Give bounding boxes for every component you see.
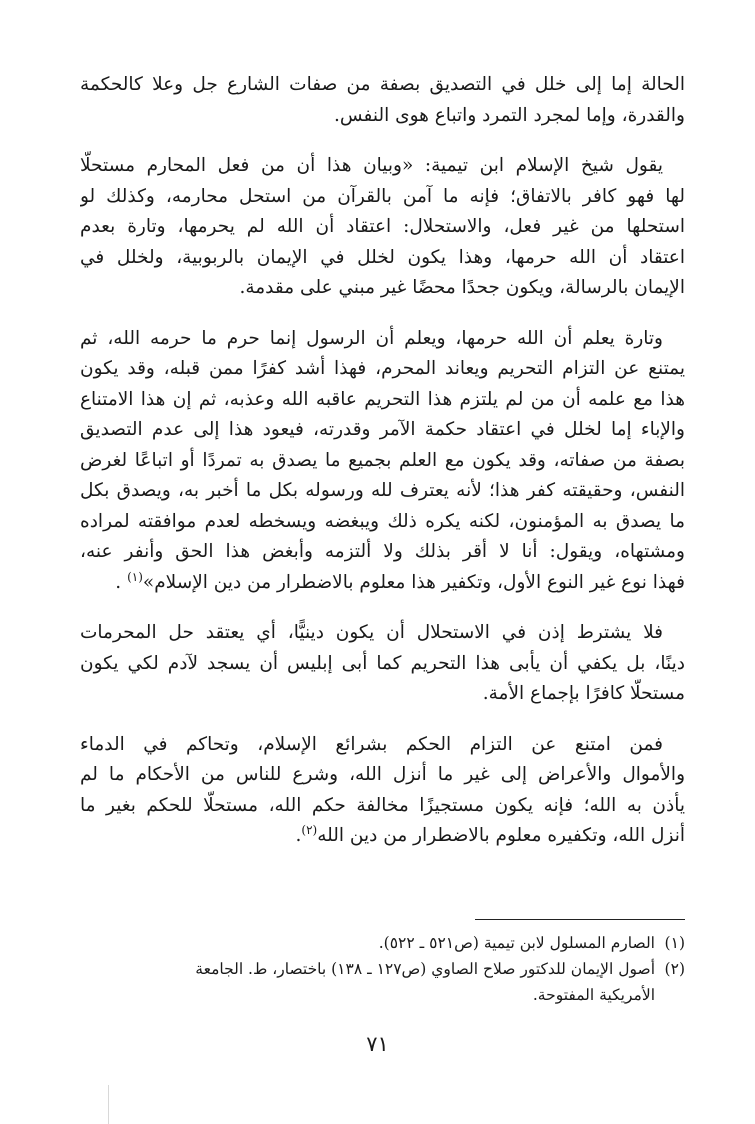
text-line: والأموال والأعراض إلى غير ما أنزل الله، وشرع للناس من الأحكام ما لم: [80, 764, 685, 785]
paragraph-4: [80, 618, 685, 710]
text-line: يأذن به الله؛ فإنه يكون مستجيزًا مخالفة حكم الله، مستحلًّا للحكم بغير ما: [80, 794, 685, 816]
footnote-1: [80, 930, 685, 956]
footnote-reference-2[interactable]: (٢): [301, 822, 318, 837]
text-line: وتارة يعلم أن الله حرمها، ويعلم أن الرسول إنما حرم ما حرمه الله، ثم: [80, 327, 663, 349]
paragraph-end-text: أنزل الله، وتكفيره معلوم بالاضطرار من دين الله: [317, 825, 685, 846]
sentence-end: .: [295, 825, 302, 846]
paragraph-3: [80, 324, 685, 599]
text-line: دينًا، بل يكفي أن يأبى هذا التحريم كما أبى إبليس أن يسجد لآدم لكي يكون: [80, 652, 685, 674]
text-line: هذا مع علمه أن من لم يلتزم هذا التحريم عاقبه الله وعذبه، ثم إن هذا الامتناع: [80, 388, 685, 410]
footnote-2-continuation: الأمريكية المفتوحة.: [532, 986, 655, 1004]
footnote-2: [80, 956, 685, 982]
text-line: النفس، وحقيقته كفر هذا؛ لأنه يعترف لله ورسوله بكل ما أخبر به، ويصدق بكل: [80, 480, 685, 501]
footnote-reference-1[interactable]: (١): [127, 569, 143, 584]
text-line: استحلها من غير فعل، والاستحلال: اعتقاد أن الله لم يحرمها، وتارة بعدم: [80, 216, 685, 237]
text-line: ومشتهاه، ويقول: أنا لا أقر بذلك ولا ألتزمه وأبغض هذا الحق وأنفر عنه،: [80, 541, 685, 562]
text-line: والقدرة، وإما لمجرد التمرد واتباع هوى النفس.: [334, 104, 685, 126]
text-line: اعتقاد أن الله حرمها، وهذا يكون لخلل في الإيمان بالربوبية، ولخلل في: [80, 246, 685, 268]
text-line: مستحلًّا كافرًا بإجماع الأمة.: [482, 683, 685, 704]
sentence-end: .: [115, 571, 122, 593]
paragraph-1: [80, 70, 685, 131]
text-line: لها فهو كافر بالاتفاق؛ فإنه ما آمن بالقرآن من استحل محارمه، وكذلك لو: [80, 185, 685, 207]
footnote-text: أصول الإيمان للدكتور صلاح الصاوي (ص١٢٧ ـ ١٣٨) باختصار، ط. الجامعة: [195, 960, 655, 978]
text-line: [80, 568, 685, 599]
text-line: والإباء إما لخلل في اعتقاد حكمة الآمر وقدرته، فيعود هذا إلى عدم التصديق: [80, 419, 685, 440]
text-line: الإيمان بالرسالة، ويكون جحدًا محضًا غير مبني على مقدمة.: [239, 277, 685, 298]
paragraph-2: [80, 151, 685, 304]
text-line: ما يصدق به المؤمنون، لكنه يكره ذلك ويبغضه ويسخطه لعدم موافقته لمراده: [80, 510, 685, 532]
text-line: فمن امتنع عن التزام الحكم بشرائع الإسلام، وتحاكم في الدماء: [80, 733, 663, 755]
footnotes: [80, 930, 685, 1008]
page-body: [80, 70, 685, 872]
page-number: ٧١: [366, 1032, 389, 1056]
footnote-number: (١): [664, 934, 685, 952]
footnote-text: الصارم المسلول لابن تيمية (ص٥٢١ ـ ٥٢٢).: [378, 934, 655, 952]
footnote-separator: [475, 919, 685, 920]
text-line: [80, 821, 685, 852]
margin-line: [108, 1085, 109, 1124]
text-line: يمتنع عن التزام التحريم ويعاند المحرم، فهذا أشد كفرًا ممن قبله، وقد يكون: [80, 358, 685, 379]
quote-end-text: فهذا نوع غير النوع الأول، وتكفير هذا معلوم بالاضطرار من دين الإسلام»: [142, 571, 685, 593]
text-line: بصفة من صفاته، وقد يكون مع العلم بجميع ما يصدق به تمردًا أو اتباعًا لغرض: [80, 449, 685, 471]
paragraph-5: [80, 730, 685, 852]
text-line: فلا يشترط إذن في الاستحلال أن يكون دينيًّا، أي يعتقد حل المحرمات: [80, 622, 663, 643]
footnote-number: (٢): [664, 960, 685, 978]
text-line: يقول شيخ الإسلام ابن تيمية: «وبيان هذا أن من فعل المحارم مستحلًّا: [80, 155, 663, 176]
text-line: الحالة إما إلى خلل في التصديق بصفة من صفات الشارع جل وعلا كالحكمة: [80, 74, 685, 95]
